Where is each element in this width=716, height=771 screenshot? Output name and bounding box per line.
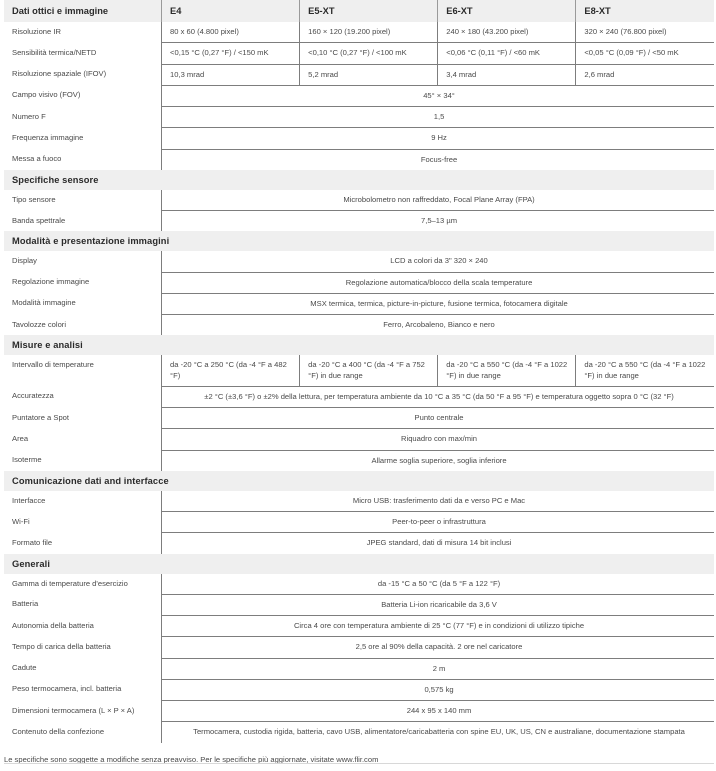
table-row <box>4 22 714 43</box>
row-value-all-models: Termocamera, custodia rigida, batteria, cavo USB, alimentatore/caricabatteria con spine EU, UK, US, CN e australiane, documentazione stampata <box>162 722 714 743</box>
row-value-all-models: Riquadro con max/min <box>162 429 714 450</box>
row-label: Modalità immagine <box>4 293 162 314</box>
table-row <box>4 64 714 85</box>
row-value-all-models: 7,5–13 µm <box>162 211 714 232</box>
table-header-row <box>4 0 714 22</box>
row-label: Dimensioni termocamera (L × P × A) <box>4 701 162 722</box>
row-value: 10,3 mrad <box>162 64 300 85</box>
table-row <box>4 107 714 128</box>
row-value: 80 x 60 (4.800 pixel) <box>162 22 300 43</box>
row-label: Banda spettrale <box>4 211 162 232</box>
row-value: <0,10 °C (0,27 °F) / <100 mK <box>300 43 438 64</box>
row-value-all-models: 244 x 95 x 140 mm <box>162 701 714 722</box>
table-row <box>4 574 714 595</box>
section-title: Generali <box>4 554 714 574</box>
row-value-all-models: 2,5 ore al 90% della capacità. 2 ore nel caricatore <box>162 637 714 658</box>
row-label: Batteria <box>4 594 162 615</box>
section-title: Comunicazione dati and interfacce <box>4 471 714 491</box>
table-row <box>4 450 714 471</box>
table-row <box>4 594 714 615</box>
row-label: Tempo di carica della batteria <box>4 637 162 658</box>
row-value-all-models: Microbolometro non raffreddato, Focal Plane Array (FPA) <box>343 194 535 204</box>
table-row <box>4 408 714 429</box>
row-value-all-models: LCD a colori da 3" 320 × 240 <box>390 256 488 266</box>
row-label: Peso termocamera, incl. batteria <box>4 679 162 700</box>
row-value: 160 × 120 (19.200 pixel) <box>300 22 438 43</box>
row-value-all-models: Focus-free <box>162 149 714 170</box>
row-value-all-models: Punto centrale <box>162 408 714 429</box>
column-header-category: Dati ottici e immagine <box>4 0 162 22</box>
row-value-all-models: Circa 4 ore con temperatura ambiente di 25 °C (77 °F) e in condizioni di utilizzo tipiche <box>162 616 714 637</box>
table-row <box>4 272 714 293</box>
column-header-model: E6-XT <box>438 0 576 22</box>
table-row <box>4 190 714 211</box>
row-value-all-models: 0,575 kg <box>162 679 714 700</box>
row-value: <0,06 °C (0,11 °F) / <60 mK <box>438 43 576 64</box>
table-row <box>4 429 714 450</box>
table-row <box>4 85 714 106</box>
table-row <box>4 512 714 533</box>
row-label: Regolazione immagine <box>4 272 162 293</box>
table-row <box>4 722 714 743</box>
row-label: Campo visivo (FOV) <box>4 85 162 106</box>
table-row <box>4 679 714 700</box>
row-value-all-models: Ferro, Arcobaleno, Bianco e nero <box>162 315 714 336</box>
section-header-row <box>4 231 714 251</box>
row-value: da -20 °C a 400 °C (da -4 °F a 752 °F) in due range <box>300 355 438 386</box>
row-label: Risoluzione spaziale (IFOV) <box>4 64 162 85</box>
section-title: Specifiche sensore <box>4 170 714 190</box>
row-value: 2,6 mrad <box>576 64 714 85</box>
section-title: Modalità e presentazione immagini <box>4 231 714 251</box>
row-label: Accuratezza <box>4 386 162 407</box>
row-value-all-models: MSX termica, termica, picture-in-picture, fusione termica, fotocamera digitale <box>162 293 714 314</box>
column-header-model: E5-XT <box>300 0 438 22</box>
section-header-row <box>4 471 714 491</box>
row-value-all-models: Peer-to-peer o infrastruttura <box>162 512 714 533</box>
table-row <box>4 293 714 314</box>
bottom-divider <box>4 763 714 764</box>
row-value-all-models: Allarme soglia superiore, soglia inferiore <box>162 450 714 471</box>
row-value-all-models: 1,5 <box>162 107 714 128</box>
row-value-all-models: 9 Hz <box>162 128 714 149</box>
column-header-model: E8-XT <box>576 0 714 22</box>
table-row <box>4 533 714 554</box>
table-row <box>4 355 714 386</box>
row-label: Cadute <box>4 658 162 679</box>
row-value-all-models: da -15 °C a 50 °C (da 5 °F a 122 °F) <box>377 578 501 588</box>
row-label: Isoterme <box>4 450 162 471</box>
row-value-all-models: 45° × 34° <box>162 85 714 106</box>
footer-disclaimer: Le specifiche sono soggette a modifiche senza preavviso. Per le specifiche più aggiornate, visitate www.flir.com <box>4 754 379 764</box>
row-label: Tavolozze colori <box>4 315 162 336</box>
row-label: Frequenza immagine <box>4 128 162 149</box>
section-header-row <box>4 335 714 355</box>
row-label: Gamma di temperature d'esercizio <box>4 574 162 595</box>
row-value: da -20 °C a 550 °C (da -4 °F a 1022 °F) in due range <box>584 360 706 380</box>
row-value: 5,2 mrad <box>300 64 438 85</box>
row-label: Display <box>4 251 162 272</box>
row-value: 240 × 180 (43.200 pixel) <box>438 22 576 43</box>
section-title: Misure e analisi <box>4 335 714 355</box>
table-body <box>4 0 714 743</box>
row-label: Autonomia della batteria <box>4 616 162 637</box>
row-label: Interfacce <box>4 491 162 512</box>
row-label: Area <box>4 429 162 450</box>
row-value-all-models: ±2 °C (±3,6 °F) o ±2% della lettura, per temperatura ambiente da 10 °C a 35 °C (da 50 °F a 95 °F) e temperatura oggetto sopra 0 °C (32 °F) <box>162 386 714 407</box>
table-row <box>4 637 714 658</box>
row-value: da -20 °C a 250 °C (da -4 °F a 482 °F) <box>162 355 300 386</box>
row-label: Formato file <box>4 533 162 554</box>
table-row <box>4 149 714 170</box>
row-value: da -20 °C a 550 °C (da -4 °F a 1022 °F) in due range <box>438 355 576 386</box>
table-row <box>4 211 714 232</box>
table-row <box>4 658 714 679</box>
row-label: Numero F <box>4 107 162 128</box>
row-label: Contenuto della confezione <box>4 722 162 743</box>
row-value-all-models: Batteria Li-ion ricaricabile da 3,6 V <box>162 594 714 615</box>
table-row <box>4 251 714 272</box>
row-label: Sensibilità termica/NETD <box>4 43 162 64</box>
row-value: 320 × 240 (76.800 pixel) <box>584 27 667 36</box>
table-row <box>4 701 714 722</box>
row-label: Intervallo di temperature <box>4 355 162 386</box>
table-row <box>4 616 714 637</box>
row-value-all-models: JPEG standard, dati di misura 14 bit inclusi <box>162 533 714 554</box>
table-row <box>4 128 714 149</box>
section-header-row <box>4 554 714 574</box>
row-value: <0,05 °C (0,09 °F) / <50 mK <box>576 43 714 64</box>
row-value-all-models: 2 m <box>162 658 714 679</box>
row-label: Messa a fuoco <box>4 149 162 170</box>
table-row <box>4 386 714 407</box>
section-header-row <box>4 170 714 190</box>
row-label: Risoluzione IR <box>4 22 162 43</box>
row-value: 3,4 mrad <box>438 64 576 85</box>
row-value-all-models: Regolazione automatica/blocco della scala temperature <box>162 272 714 293</box>
row-value: <0,15 °C (0,27 °F) / <150 mK <box>162 43 300 64</box>
table-row <box>4 315 714 336</box>
column-header-model: E4 <box>162 0 300 22</box>
row-label: Tipo sensore <box>4 190 162 211</box>
row-label: Puntatore a Spot <box>4 408 162 429</box>
table-row <box>4 491 714 512</box>
row-value-all-models: Micro USB: trasferimento dati da e verso PC e Mac <box>352 495 526 505</box>
specifications-table <box>4 0 714 743</box>
row-label: Wi-Fi <box>4 512 162 533</box>
table-row <box>4 43 714 64</box>
